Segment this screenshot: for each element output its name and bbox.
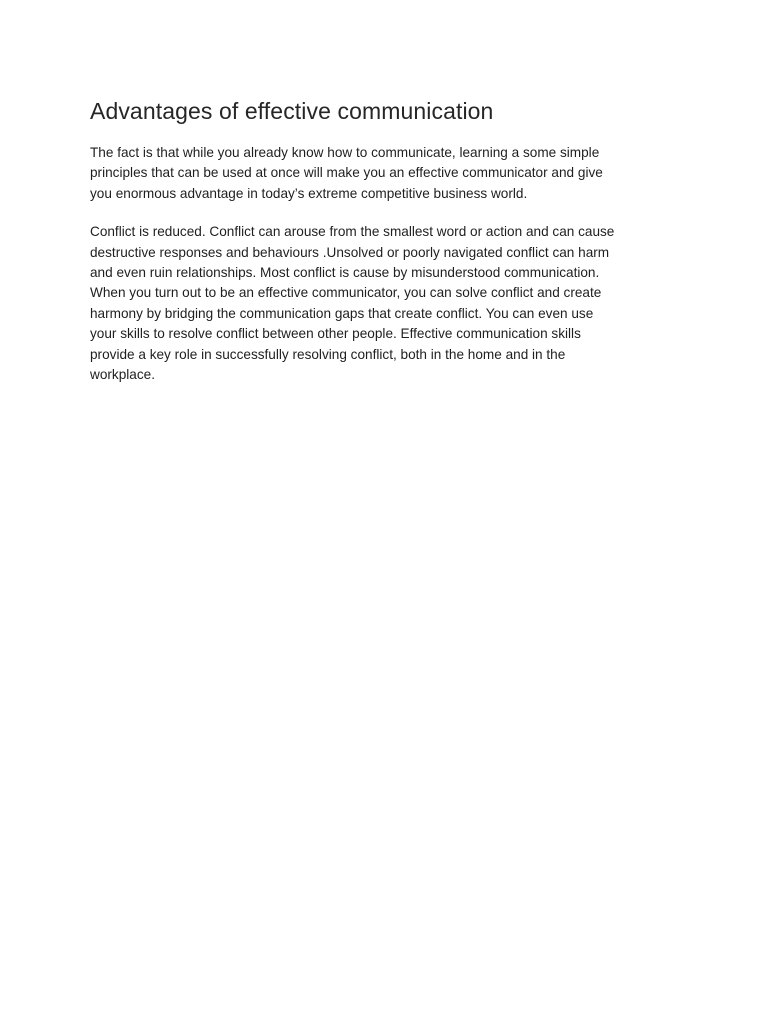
paragraph-line: Conflict is reduced. Conflict can arouse from the smallest word or action and can cause (90, 224, 615, 240)
page-title: Advantages of effective communication (90, 98, 494, 124)
paragraph-line: workplace. (90, 367, 155, 383)
paragraph-line: The fact is that while you already know how to communicate, learning a some simple (90, 145, 600, 160)
paragraph-intro (90, 143, 680, 204)
paragraph-conflict (90, 222, 680, 385)
paragraph-line: principles that can be used at once will make you an effective communicator and give (90, 165, 603, 181)
paragraph-line: you enormous advantage in today’s extreme competitive business world. (90, 185, 528, 201)
paragraph-line: your skills to resolve conflict between other people. Effective communication skills (90, 326, 581, 342)
paragraph-line: harmony by bridging the communication gaps that create conflict. You can even use (90, 305, 594, 321)
paragraph-line: and even ruin relationships. Most conflict is cause by misunderstood communication. (90, 265, 600, 281)
paragraph-line: When you turn out to be an effective communicator, you can solve conflict and create (90, 285, 602, 301)
document-body (90, 96, 680, 403)
paragraph-line: provide a key role in successfully resolving conflict, both in the home and in the (90, 346, 566, 362)
paragraph-line: destructive responses and behaviours .Unsolved or poorly navigated conflict can harm (90, 244, 610, 260)
